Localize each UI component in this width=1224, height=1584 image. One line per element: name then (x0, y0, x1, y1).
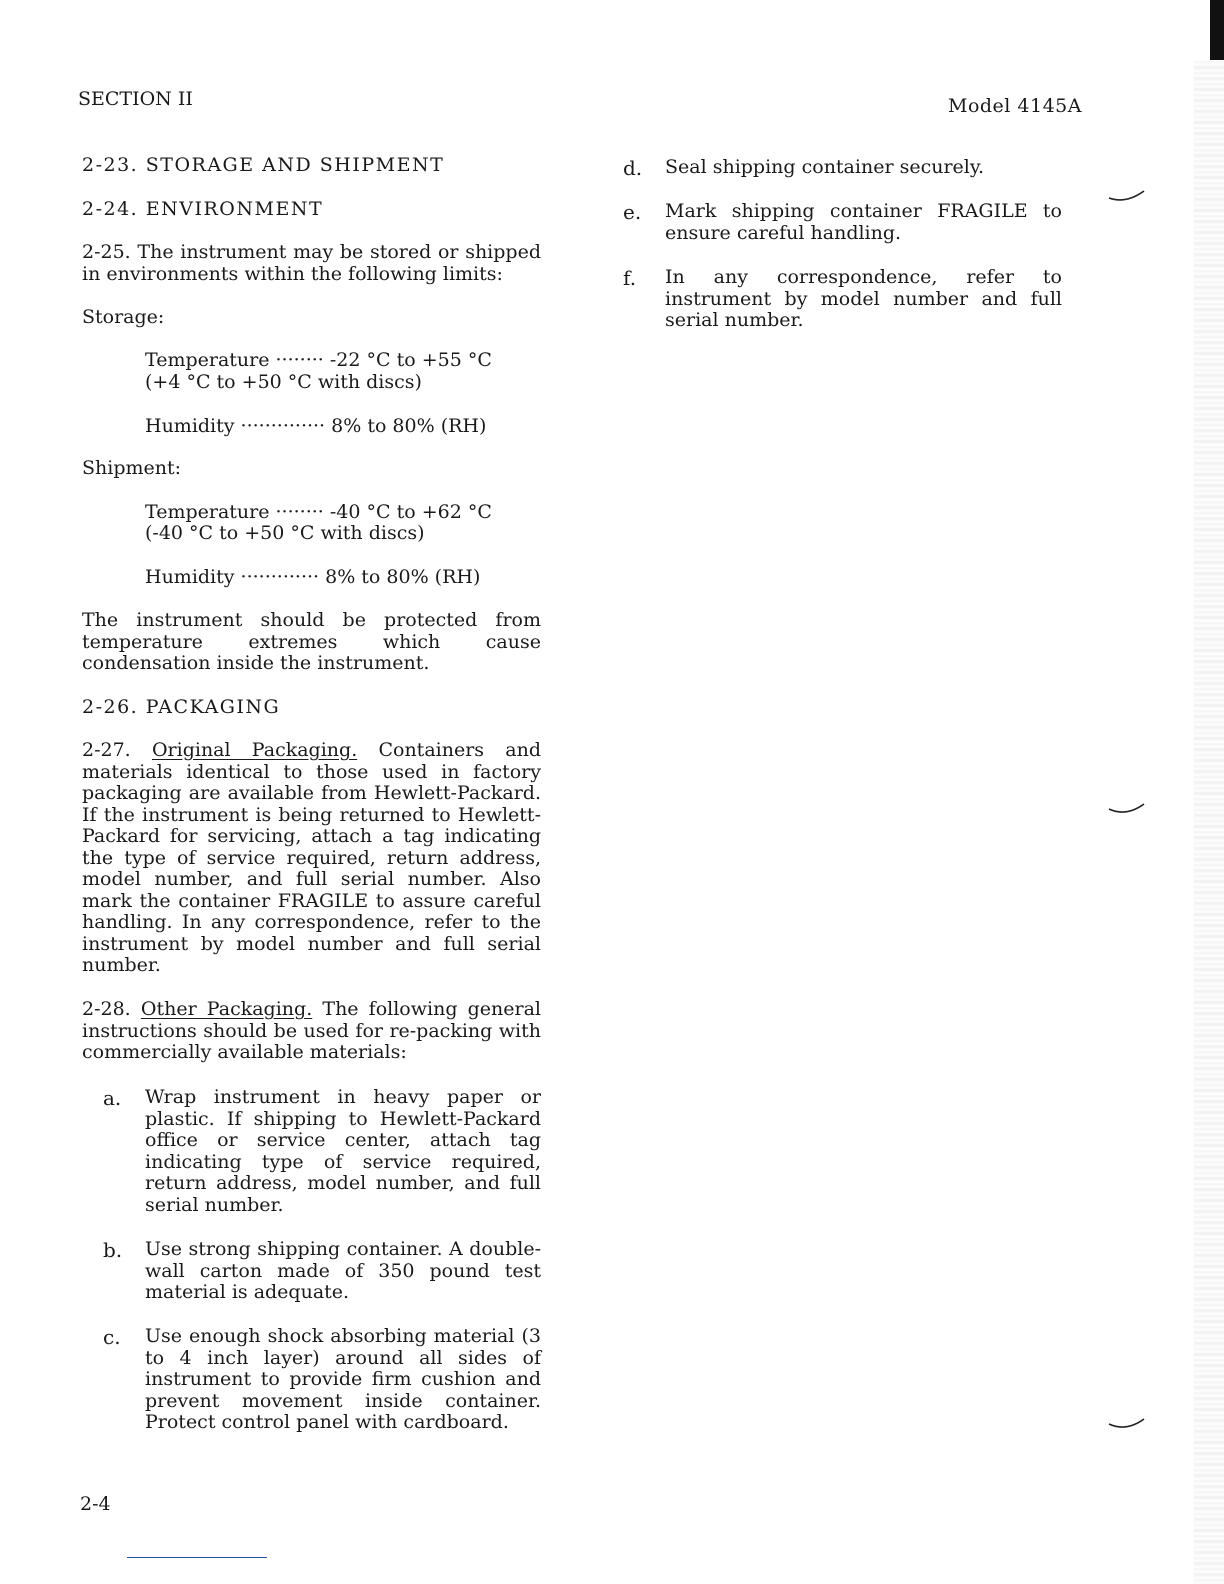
paragraph-2-25: 2-25. The instrument may be stored or shipped in environments within the following limits: (82, 241, 541, 285)
paragraph-2-28-number: 2-28. (82, 998, 131, 1020)
storage-temperature-note: (+4 °C to +50 °C with discs) (145, 371, 422, 393)
paragraph-2-28-body: The following general instructions should be used for re-packing with commercially available materials: (82, 998, 542, 1063)
paragraph-2-28 (82, 999, 541, 1064)
list-item-d: Seal shipping container securely. (665, 156, 985, 178)
page-number: 2-4 (80, 1493, 111, 1515)
list-item-marker: d. (623, 156, 643, 180)
list-item-c: Use enough shock absorbing material (3 to 4 inch layer) around all sides of instrument to provide firm cushion and prevent movement inside container. Protect control panel with cardboard. (145, 1325, 541, 1433)
scan-edge-bar (1210, 0, 1224, 60)
scan-mark-icon (1108, 803, 1146, 815)
storage-label: Storage: (82, 306, 165, 328)
scan-mark-icon (1108, 190, 1146, 202)
heading-storage-and-shipment: 2-23. STORAGE AND SHIPMENT (82, 154, 445, 176)
scan-mark-icon (1108, 1418, 1146, 1430)
paragraph-protect: The instrument should be protected from temperature extremes which cause condensation inside the instrument. (82, 609, 541, 674)
list-item-marker: b. (103, 1238, 123, 1262)
storage-humidity: Humidity ·············· 8% to 80% (RH) (145, 415, 487, 437)
list-item-marker: a. (103, 1086, 122, 1110)
shipment-temperature: Temperature ········ -40 °C to +62 °C (145, 501, 492, 523)
heading-environment: 2-24. ENVIRONMENT (82, 198, 324, 220)
shipment-label: Shipment: (82, 457, 182, 479)
paragraph-2-27 (82, 740, 541, 977)
scan-edge-noise (1194, 60, 1224, 1584)
paragraph-2-28-title: Other Packaging. (140, 998, 313, 1020)
list-item-marker: e. (623, 200, 642, 224)
paragraph-2-27-title: Original Packaging. (151, 739, 358, 761)
list-item-a: Wrap instrument in heavy paper or plastic. If shipping to Hewlett-Packard office or service center, attach tag indicating type of service required, return address, model number, and full serial number. (145, 1086, 541, 1216)
shipment-humidity: Humidity ············· 8% to 80% (RH) (145, 566, 481, 588)
list-item-e: Mark shipping container FRAGILE to ensure careful handling. (665, 200, 1062, 244)
model-label: Model 4145A (948, 95, 1082, 117)
section-heading: SECTION II (78, 88, 193, 110)
heading-packaging: 2-26. PACKAGING (82, 696, 281, 718)
paragraph-2-27-number: 2-27. (82, 739, 131, 761)
footer-rule (127, 1557, 267, 1558)
list-item-marker: c. (103, 1325, 121, 1349)
list-item-b: Use strong shipping container. A double-wall carton made of 350 pound test material is adequate. (145, 1238, 541, 1303)
list-item-f: In any correspondence, refer to instrument by model number and full serial number. (665, 266, 1062, 331)
list-item-marker: f. (623, 266, 637, 290)
storage-temperature: Temperature ········ -22 °C to +55 °C (145, 349, 492, 371)
paragraph-2-27-body: Containers and materials identical to those used in factory packaging are available from Hewlett-Packard. If the instrument is being returned to Hewlett-Packard for servicing, attach a tag indicating the type of service required, return address, model number, and full serial number. Also mark the container FRAGILE to assure careful handling. In any correspondence, refer to the instrument by model number and full serial number. (82, 739, 541, 976)
shipment-temperature-note: (-40 °C to +50 °C with discs) (145, 522, 425, 544)
